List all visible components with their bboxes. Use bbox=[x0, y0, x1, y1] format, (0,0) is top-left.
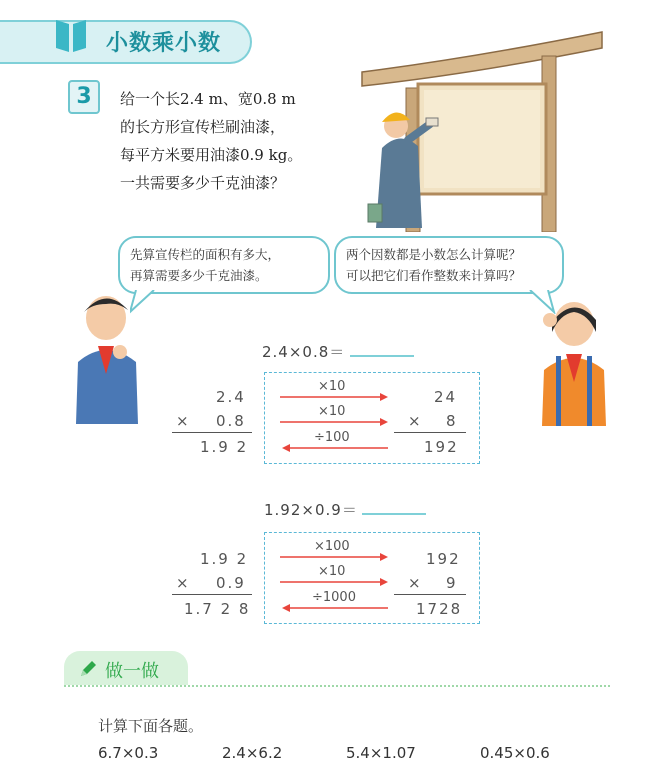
calc2-arrow-3 bbox=[280, 603, 390, 613]
calc2-arrow-1 bbox=[280, 552, 390, 562]
calc1-decimal-result: 1.9 2 bbox=[200, 438, 249, 456]
answer-blank-1 bbox=[350, 355, 414, 357]
bubble-left-line-2: 再算需要多少千克油漆。 bbox=[130, 268, 268, 283]
calc1-decimal-top: 2.4 bbox=[216, 388, 246, 406]
pencil-icon bbox=[78, 659, 98, 679]
problem-line-3: 每平方米要用油漆0.9 kg。 bbox=[120, 146, 303, 164]
book-icon bbox=[52, 16, 90, 54]
calc1-arrow-label-1: ×10 bbox=[318, 379, 346, 394]
speech-bubble-right bbox=[334, 236, 564, 294]
painter-illustration bbox=[352, 28, 608, 232]
calc2-integer-rule bbox=[394, 594, 466, 595]
practice-item-4: 0.45×0.6 bbox=[480, 744, 550, 762]
calc1-integer-result: 192 bbox=[424, 438, 459, 456]
calc2-integer-top: 192 bbox=[426, 550, 461, 568]
calc1-integer-bottom: 8 bbox=[446, 412, 458, 430]
bubble-right-line-1: 两个因数都是小数怎么计算呢？ bbox=[346, 247, 522, 262]
problem-line-1: 给一个长2.4 m、宽0.8 m bbox=[120, 90, 296, 108]
bubble-right-line-2: 可以把它们看作整数来计算吗？ bbox=[346, 268, 522, 283]
bubble-left-tail bbox=[130, 290, 170, 314]
calc2-integer-op: × bbox=[408, 574, 423, 592]
girl-illustration bbox=[530, 298, 616, 426]
problem-line-4: 一共需要多少千克油漆？ bbox=[120, 174, 286, 192]
calc1-decimal-rule bbox=[172, 432, 252, 433]
equation-1: 2.4×0.8＝ bbox=[262, 343, 346, 361]
problem-number: 3 bbox=[68, 80, 100, 114]
answer-blank-2 bbox=[362, 513, 426, 515]
speech-bubble-left bbox=[118, 236, 330, 294]
equation-2: 1.92×0.9＝ bbox=[264, 501, 358, 519]
calc2-arrow-2 bbox=[280, 577, 390, 587]
calc1-decimal-bottom: 0.8 bbox=[216, 412, 246, 430]
calc1-arrow-label-3: ÷100 bbox=[314, 430, 350, 445]
calc1-integer-op: × bbox=[408, 412, 423, 430]
practice-divider bbox=[64, 685, 610, 687]
calc2-decimal-result: 1.7 2 8 bbox=[184, 600, 251, 618]
calc2-arrow-label-2: ×10 bbox=[318, 564, 346, 579]
calc2-decimal-rule bbox=[172, 594, 252, 595]
bubble-left-line-1: 先算宣传栏的面积有多大， bbox=[130, 247, 281, 262]
practice-item-1: 6.7×0.3 bbox=[98, 744, 159, 762]
practice-instruction: 计算下面各题。 bbox=[98, 717, 204, 735]
calc2-decimal-op: × bbox=[176, 574, 191, 592]
practice-title: 做一做 bbox=[105, 661, 159, 682]
calc2-decimal-bottom: 0.9 bbox=[216, 574, 246, 592]
calc2-arrow-label-1: ×100 bbox=[314, 539, 350, 554]
calc1-arrow-1 bbox=[280, 392, 390, 402]
section-title: 小数乘小数 bbox=[106, 31, 222, 56]
practice-item-2: 2.4×6.2 bbox=[222, 744, 283, 762]
calc2-integer-bottom: 9 bbox=[446, 574, 458, 592]
calc1-integer-top: 24 bbox=[434, 388, 458, 406]
problem-line-2: 的长方形宣传栏刷油漆， bbox=[120, 118, 286, 136]
calc2-integer-result: 1728 bbox=[416, 600, 463, 618]
calc1-arrow-3 bbox=[280, 443, 390, 453]
calc1-integer-rule bbox=[394, 432, 466, 433]
calc1-arrow-2 bbox=[280, 417, 390, 427]
bubble-right-tail bbox=[520, 290, 560, 314]
practice-item-3: 5.4×1.07 bbox=[346, 744, 416, 762]
calc1-decimal-op: × bbox=[176, 412, 191, 430]
calc2-decimal-top: 1.9 2 bbox=[200, 550, 249, 568]
calc1-arrow-label-2: ×10 bbox=[318, 404, 346, 419]
calc2-arrow-label-3: ÷1000 bbox=[312, 590, 356, 605]
